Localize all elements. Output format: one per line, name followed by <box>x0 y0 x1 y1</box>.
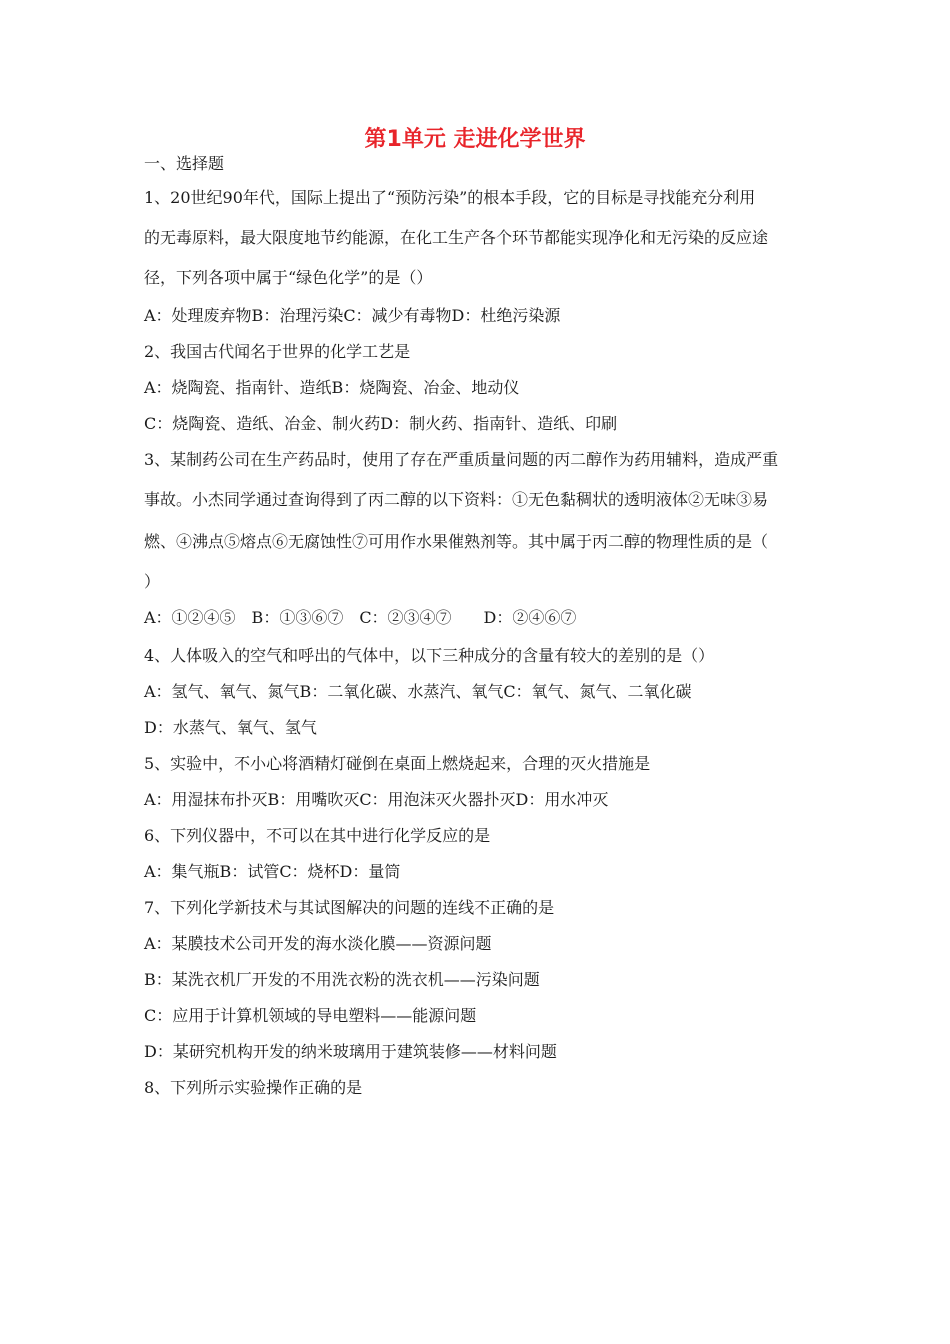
option-line: A：集气瓶B：试管C：烧杯D：量筒 <box>144 862 401 881</box>
option-line: B：某洗衣机厂开发的不用洗衣粉的洗衣机——污染问题 <box>144 970 540 989</box>
text-line: 6、下列仪器中，不可以在其中进行化学反应的是 <box>144 826 491 845</box>
option-line: A：①②④⑤ B：①③⑥⑦ C：②③④⑦ D：②④⑥⑦ <box>144 608 577 627</box>
text-line: 8、下列所示实验操作正确的是 <box>144 1078 363 1097</box>
section-heading: 一、选择题 <box>144 154 225 173</box>
option-line: A：烧陶瓷、指南针、造纸B：烧陶瓷、冶金、地动仪 <box>144 378 520 397</box>
text-line: 7、下列化学新技术与其试图解决的问题的连线不正确的是 <box>144 898 555 917</box>
option-line: C：应用于计算机领域的导电塑料——能源问题 <box>144 1006 477 1025</box>
text-line: 事故。小杰同学通过查询得到了丙二醇的以下资料：①无色黏稠状的透明液体②无味③易 <box>144 490 769 509</box>
text-line: 燃、④沸点⑤熔点⑥无腐蚀性⑦可用作水果催熟剂等。其中属于丙二醇的物理性质的是（ <box>144 532 769 551</box>
option-line: A：氢气、氧气、氮气B：二氧化碳、水蒸汽、氧气C：氧气、氮气、二氧化碳 <box>144 682 692 701</box>
option-line: D：某研究机构开发的纳米玻璃用于建筑装修——材料问题 <box>144 1042 557 1061</box>
text-line: 5、实验中，不小心将酒精灯碰倒在桌面上燃烧起来，合理的灭火措施是 <box>144 754 651 773</box>
text-line: 3、某制药公司在生产药品时，使用了存在严重质量问题的丙二醇作为药用辅料，造成严重 <box>144 450 779 469</box>
option-line: D：水蒸气、氧气、氢气 <box>144 718 317 737</box>
option-line: A：处理废弃物B：治理污染C：减少有毒物D：杜绝污染源 <box>144 306 561 325</box>
option-line: C：烧陶瓷、造纸、冶金、制火药D：制火药、指南针、造纸、印刷 <box>144 414 618 433</box>
text-line: 2、我国古代闻名于世界的化学工艺是 <box>144 342 411 361</box>
text-line: 4、人体吸入的空气和呼出的气体中，以下三种成分的含量有较大的差别的是（） <box>144 646 715 665</box>
text-line: 径，下列各项中属于“绿色化学”的是（） <box>144 268 433 287</box>
option-line: A：用湿抹布扑灭B：用嘴吹灭C：用泡沫灭火器扑灭D：用水冲灭 <box>144 790 609 809</box>
text-line: ） <box>144 572 161 591</box>
option-line: A：某膜技术公司开发的海水淡化膜——资源问题 <box>144 934 492 953</box>
page-title: 第1单元 走进化学世界 <box>364 127 586 152</box>
text-line: 1、20世纪90年代，国际上提出了“预防污染”的根本手段，它的目标是寻找能充分利用 <box>144 188 756 207</box>
text-line: 的无毒原料，最大限度地节约能源，在化工生产各个环节都能实现净化和无污染的反应途 <box>144 228 769 247</box>
